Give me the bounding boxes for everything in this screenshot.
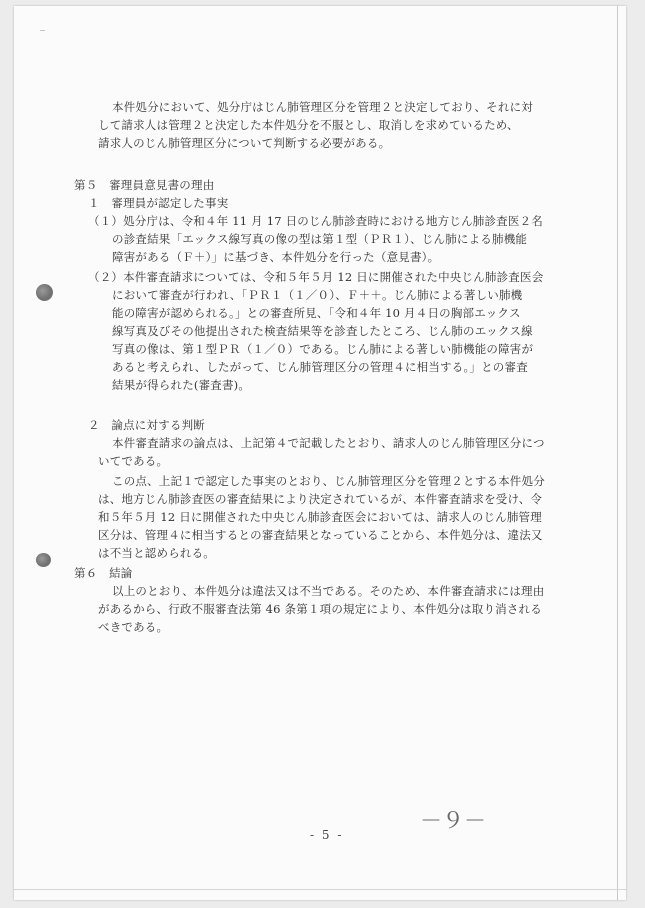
text-line: べきである。 (98, 620, 169, 634)
section5-sub2-heading: ２ 論点に対する判断 (88, 418, 205, 432)
text-line: 本件審査請求の論点は、上記第４で記載したとおり、請求人のじん肺管理区分につ (112, 436, 545, 450)
text-line: （１）処分庁は、令和４年 11 月 17 日のじん肺診査時における地方じん肺診査医２名 (88, 214, 543, 228)
text-line: は、地方じん肺診査医の審査結果により決定されているが、本件審査請求を受け、令 (98, 492, 543, 506)
page-edge-right (617, 6, 618, 900)
text-line: この点、上記１で認定した事実のとおり、じん肺管理区分を管理２とする本件処分 (112, 474, 545, 488)
text-line: 結果が得られた(審査書)。 (112, 378, 251, 392)
text-line: して請求人は管理２と決定した本件処分を不服とし、取消しを求めているため、 (98, 118, 519, 132)
text-line: 写真の像は、第１型ＰＲ（１／０）である。じん肺による著しい肺機能の障害が (112, 342, 534, 356)
section5-sub1-heading: １ 審理員が認定した事実 (88, 196, 229, 210)
text-line: （２）本件審査請求については、令和５年５月 12 日に開催された中央じん肺診査医会 (88, 270, 544, 284)
text-line: 線写真及びその他提出された検査結果等を診査したところ、じん肺のエックス線 (112, 324, 533, 338)
text-line: いてである。 (98, 454, 169, 468)
text-line: 区分は、管理４に相当するとの審査結果となっていることから、本件処分は、違法又 (98, 528, 543, 542)
text-line: 請求人のじん肺管理区分について判断する必要がある。 (98, 136, 391, 150)
text-line: は不当と認められる。 (98, 546, 215, 560)
punch-hole-lower (36, 553, 51, 567)
section5-heading: 第５ 審理員意見書の理由 (74, 178, 215, 192)
text-line: の診査結果「エックス線写真の像の型は第１型（ＰＲ１）、じん肺による肺機能 (112, 232, 528, 246)
page-number: - 5 - (310, 828, 344, 842)
scan-mark: ‾ (40, 30, 45, 41)
text-line: において審査が行われ、「ＰＲ１（１／０）、Ｆ＋＋。じん肺による著しい肺機 (112, 288, 523, 302)
section6-heading: 第６ 結論 (74, 566, 133, 580)
punch-hole-upper (36, 284, 53, 301)
text-line: 本件処分において、処分庁はじん肺管理区分を管理２と決定しており、それに対 (112, 100, 533, 114)
text-line: 障害がある（Ｆ＋）」に基づき、本件処分を行った（意見書）。 (112, 250, 440, 264)
document-page (14, 6, 626, 900)
text-line: 以上のとおり、本件処分は違法又は不当である。そのため、本件審査請求には理由 (112, 584, 545, 598)
text-line: があるから、行政不服審査法第 46 条第１項の規定により、本件処分は取り消される (98, 602, 542, 616)
text-line: 能の障害が認められる。」との審査所見、「令和４年 10 月４日の胸部エックス (112, 306, 521, 320)
text-line: 和５年５月 12 日に開催された中央じん肺診査医会においては、請求人のじん肺管理 (98, 510, 542, 524)
page-edge-bottom (14, 889, 626, 890)
text-line: あると考えられ、したがって、じん肺管理区分の管理４に相当する。」との審査 (112, 360, 528, 374)
handwritten-page-number: －９－ (420, 809, 487, 834)
